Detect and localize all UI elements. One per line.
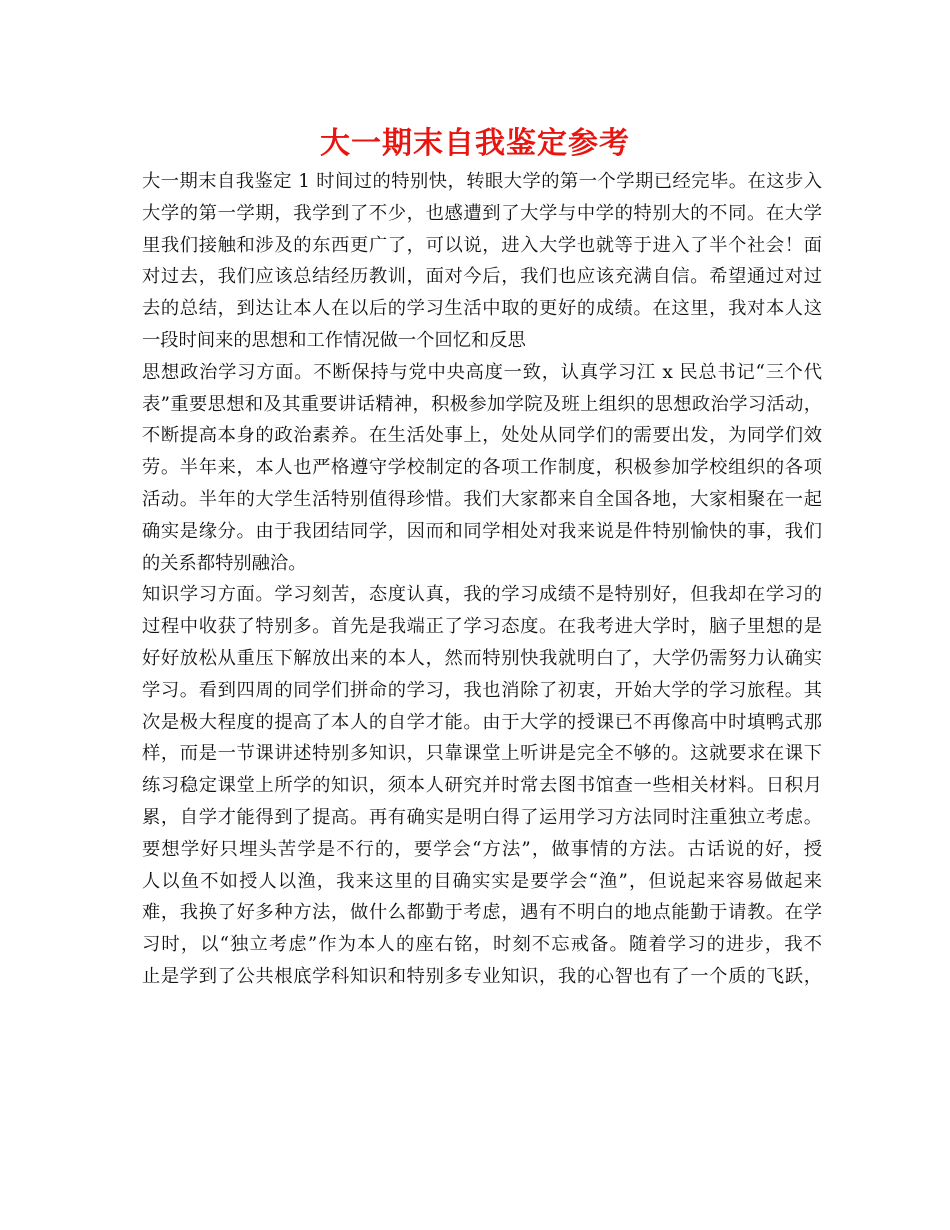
text-line: 止是学到了公共根底学科知识和特别多专业知识，我的心智也有了一个质的飞跃， — [142, 965, 822, 987]
text-line: 确实是缘分。由于我团结同学，因而和同学相处对我来说是件特别愉快的事，我们 — [142, 520, 822, 542]
text-line: 活动。半年的大学生活特别值得珍惜。我们大家都来自全国各地，大家相聚在一起 — [142, 488, 822, 510]
text-line: 过程中收获了特别多。首先是我端正了学习态度。在我考进大学时，脑子里想的是 — [142, 616, 822, 638]
text-line: 对过去，我们应该总结经历教训，面对今后，我们也应该充满自信。希望通过对过 — [142, 266, 822, 288]
text-line: 知识学习方面。学习刻苦，态度认真，我的学习成绩不是特别好，但我却在学习的 — [142, 584, 822, 606]
text-line: 里我们接触和涉及的东西更广了，可以说，进入大学也就等于进入了半个社会！面 — [142, 234, 822, 256]
text-line: 表”重要思想和及其重要讲话精神，积极参加学院及班上组织的思想政治学习活动， — [142, 393, 822, 415]
text-line: 学习。看到四周的同学们拼命的学习，我也消除了初衷，开始大学的学习旅程。其 — [142, 679, 822, 701]
text-line: 不断提高本身的政治素养。在生活处事上，处处从同学们的需要出发，为同学们效 — [142, 425, 822, 447]
text-line: 一段时间来的思想和工作情况做一个回忆和反思 — [142, 329, 526, 351]
document-title: 大一期末自我鉴定参考 — [320, 126, 630, 161]
document-body — [142, 166, 822, 993]
text-line: 去的总结，到达让本人在以后的学习生活中取的更好的成绩。在这里，我对本人这 — [142, 298, 822, 320]
text-line: 练习稳定课堂上所学的知识，须本人研究并时常去图书馆查一些相关材料。日积月 — [142, 775, 822, 797]
text-line: 难，我换了好多种方法，做什么都勤于考虑，遇有不明白的地点能勤于请教。在学 — [142, 902, 822, 924]
text-line: 要想学好只埋头苦学是不行的，要学会“方法”，做事情的方法。古话说的好，授 — [142, 838, 822, 860]
text-line: 习时，以“独立考虑”作为本人的座右铭，时刻不忘戒备。随着学习的进步，我不 — [142, 934, 822, 956]
text-line: 思想政治学习方面。不断保持与党中央高度一致，认真学习江 x 民总书记“三个代 — [142, 361, 822, 383]
text-line: 大学的第一学期，我学到了不少，也感遭到了大学与中学的特别大的不同。在大学 — [142, 202, 822, 224]
text-line: 好好放松从重压下解放出来的本人，然而特别快我就明白了，大学仍需努力认确实 — [142, 647, 822, 669]
text-line: 的关系都特别融洽。 — [142, 552, 307, 574]
text-line: 劳。半年来，本人也严格遵守学校制定的各项工作制度，积极参加学校组织的各项 — [142, 457, 822, 479]
text-line: 人以鱼不如授人以渔，我来这里的目确实实是要学会“渔”，但说起来容易做起来 — [142, 870, 822, 892]
text-line: 累，自学才能得到了提高。再有确实是明白得了运用学习方法同时注重独立考虑。 — [142, 806, 822, 828]
text-line: 次是极大程度的提高了本人的自学才能。由于大学的授课已不再像高中时填鸭式那 — [142, 711, 822, 733]
text-line: 大一期末自我鉴定 1 时间过的特别快，转眼大学的第一个学期已经完毕。在这步入 — [142, 171, 822, 192]
text-line: 样，而是一节课讲述特别多知识，只靠课堂上听讲是完全不够的。这就要求在课下 — [142, 743, 822, 765]
